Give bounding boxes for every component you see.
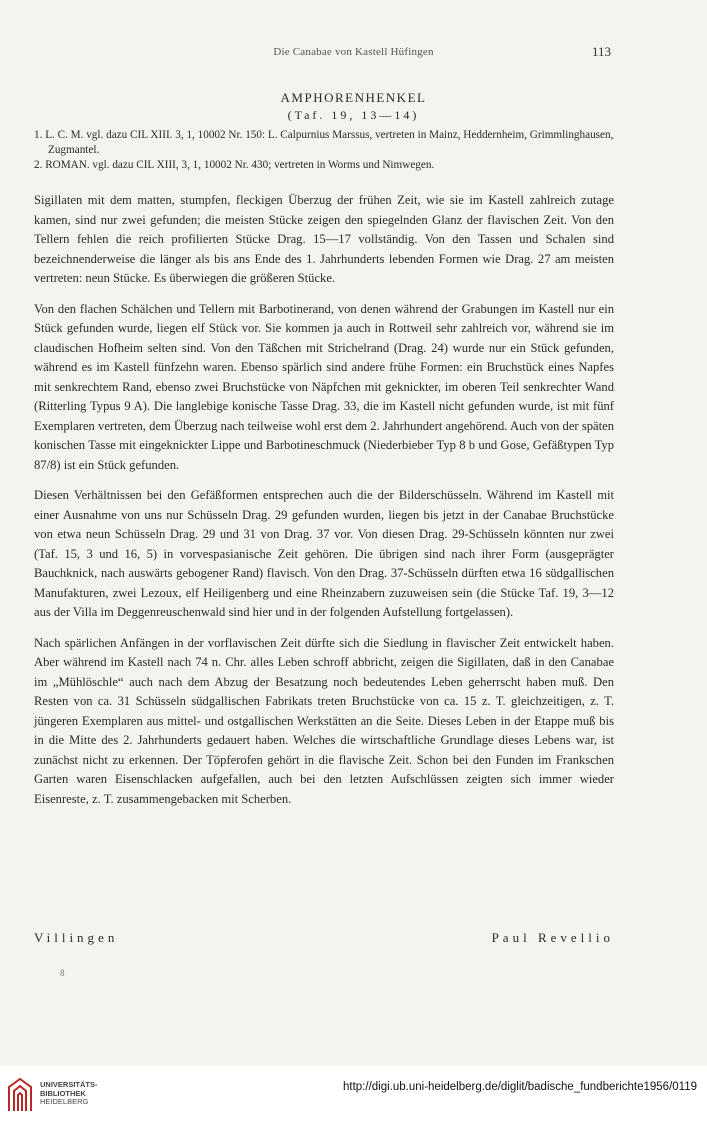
paragraph-3: Diesen Verhältnissen bei den Gefäßformen entsprechen auch die der Bilderschüsseln. Während im Kastell mit einer Ausnahme von uns nur Schüsseln Drag. 29 gefunden wurden, liegen bis jetzt in der Canabae Bruchstücke von etwa neun Schüsseln Drag. 29 und 31 von Drag. 37 vor. Von diesen Drag. 29-Schüsseln könnten nur zwei (Taf. 15, 3 und 16, 5) in vorvespasianische Zeit gehören. Die übrigen sind nach ihrer Form (ausgeprägter Bauchknick, nach auswärts gebogener Rand) flavisch. Von den Drag. 37-Schüsseln dürften etwa 16 südgallischen Manufakturen, zwei Lezoux, elf Heiligenberg und eine Rheinzabern zuzuweisen sein (die Stücke Taf. 19, 3—12 aus der Villa im Deggenreuschenwald sind hier und in der folgenden Aufstellung fortgelassen). [34,488,614,619]
running-title: Die Canabae von Kastell Hüfingen [273,46,434,58]
footnotes [34,128,634,173]
logo-line-3: HEIDELBERG [40,1097,89,1106]
source-url[interactable]: http://digi.ub.uni-heidelberg.de/diglit/badische_fundberichte1956/0119 [343,1081,697,1093]
paragraph-4: Nach spärlichen Anfängen in der vorflavischen Zeit dürfte sich die Siedlung in flavischer Zeit entwickelt haben. Aber während im Kastell nach 74 n. Chr. alles Leben schroff abbricht, zeigen die Sigillaten, daß in den Canabae im „Mühlöschle“ auch nach dem Abzug der Besatzung noch bedeutendes Leben geherrscht haben muß. Den Resten von ca. 31 Schüsseln südgallischen Fabrikats treten Bruchstücke von ca. 15 z. T. gleichzeitigen, z. T. jüngeren Exemplaren aus mittel- und ostgallischen Werkstätten an die Seite. Dieses Leben in der Etappe muß bis in die Mitte des 2. Jahrhunderts gedauert haben. Welches die wirtschaftliche Grundlage dieses Lebens war, ist zunächst nicht zu erkennen. Der Töpferofen gehört in die flavische Zeit. Schon bei den Funden im Frankschen Garten waren Eisenschlacken aufgefallen, auch bei den letzten Aufschlüssen zeigten sich immer wieder Eisenreste, z. T. zusammengebacken mit Scherben. [34,635,614,806]
page-number: 113 [591,44,611,59]
footnote-1: 1. L. C. M. vgl. dazu CIL XIII. 3, 1, 10002 Nr. 150: L. Calpurnius Marssus, vertreten in Mainz, Heddernheim, Grimmlinghausen, Zugmantel. [34,129,614,156]
logo-line-1: UNIVERSITÄTS- [40,1080,98,1089]
footer-bar [0,1066,707,1121]
paragraph-2: Von den flachen Schälchen und Tellern mit Barbotinerand, von denen während der Grabungen im Kastell nur ein Stück gefunden wurde, liegen elf Stück vor. Sie kommen ja auch in Rottweil sehr zahlreich vor, während sie im claudischen Hofheim selten sind. Von den Täßchen mit Strichelrand (Drag. 24) wurde nur ein Stück gefunden, während es im Kastell fünfzehn waren. Ebenso spärlich sind andere frühe Formen: ein Bruchstück eines Napfes mit senkrechtem Rand, ebenso zwei Bruchstücke von Näpfchen mit geknickter, im oberen Teil senkrechter Wand (Ritterling Typus 9 A). Die langlebige konische Tasse Drag. 33, die im Kastell nicht gefunden wurde, ist mit fünf Exemplaren vertreten, dem Überzug nach teilweise wohl erst dem 2. Jahrhundert angehörend. Auch von der späten konischen Tasse mit eingeknickter Lippe und Barbotineschmuck (Niederbieber Typ 8 b und Gose, Gefäßtypen Typ 87/8) ist ein Stück gefunden. [34,301,614,472]
signature-author: Paul Revellio [491,930,614,945]
body-text [34,191,614,820]
paragraph-1: Sigillaten mit dem matten, stumpfen, fleckigen Überzug der frühen Zeit, wie sie im Kastell zahlreich zutage kamen, sind nur zwei gefunden; die meisten Stücke zeigen den spiegelnden Glanz der flavischen Zeit. Von den Tellern fehlen die reich profilierten Stücke Drag. 15—17 vollständig. Von den Tassen und Schalen sind bezeichnenderweise die länger als bis ans Ende des 1. Jahrhunderts lebenden Formen wie Drag. 27 am meisten vertreten: neun Stücke. Es überwiegen die größeren Stücke. [34,193,614,285]
logo-line-2: BIBLIOTHEK [40,1088,86,1098]
section-title: AMPHORENHENKEL [280,90,427,105]
signature-place: Villingen [34,930,119,945]
library-logo-text [40,1081,98,1107]
section-subtitle: (Taf. 19, 13—14) [287,108,420,122]
sheet-mark: 8 [60,968,65,978]
library-logo-icon [6,1077,34,1113]
footnote-2: 2. ROMAN. vgl. dazu CIL XIII, 3, 1, 10002 Nr. 430; vertreten in Worms und Nimwegen. [34,159,435,171]
